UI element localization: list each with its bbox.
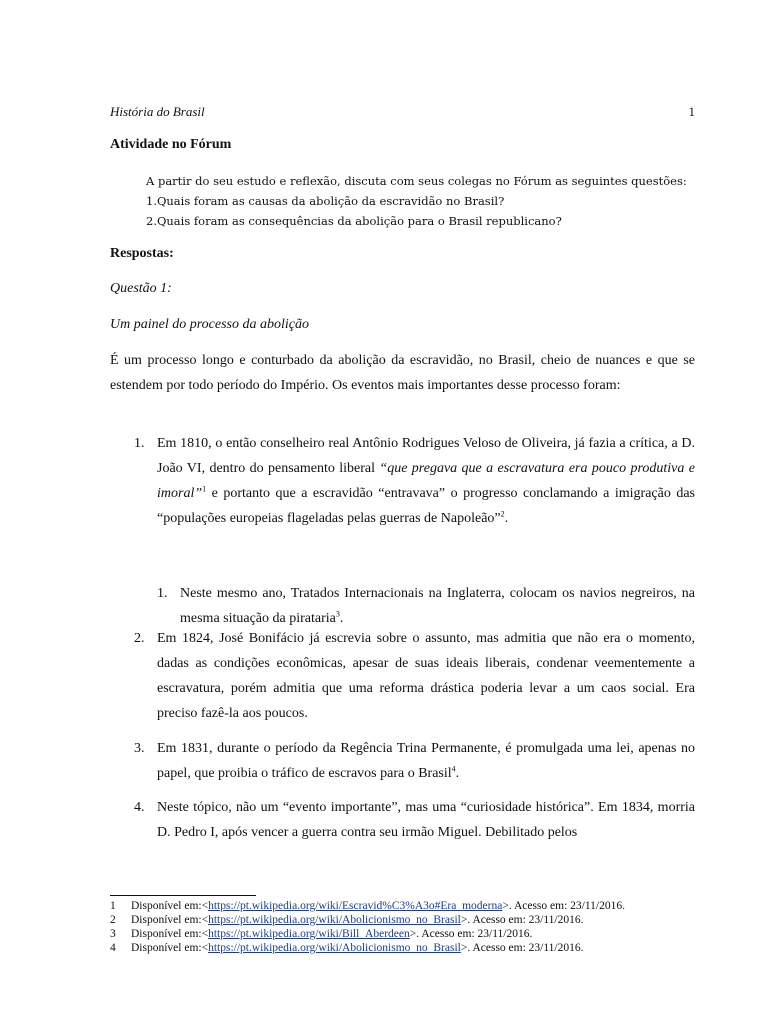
footnote-number: 3	[110, 928, 116, 940]
footnote-number: 1	[110, 900, 116, 912]
list-item-1	[110, 431, 695, 531]
footnote-ref-4[interactable]: 4	[451, 764, 456, 774]
footnote-ref-3[interactable]: 3	[335, 609, 340, 619]
intro-paragraph	[110, 348, 695, 398]
list-text: Em 1824, José Bonifácio já escrevia sobre o assunto, mas admitia que não era o momento, dadas as condições econômicas, apesar de suas ideais liberais, condenar veementemente a escravatura, porém admitia que uma reforma drástica poderia levar a um caos social. Era preciso fazê-la aos poucos.	[157, 631, 695, 721]
footnote	[110, 899, 710, 913]
footnotes	[110, 899, 710, 955]
footnote-number: 2	[110, 914, 116, 926]
footnote	[110, 927, 710, 941]
footnote-link[interactable]: https://pt.wikipedia.org/wiki/Abolicionismo_no_Brasil	[208, 942, 461, 954]
section-subtitle: Um painel do processo da abolição	[110, 317, 309, 332]
intro-block	[146, 171, 706, 231]
text-segment: e portanto que a escravidão “entravava” o progresso conclamando a imigração das “populações europeias flageladas pelas guerras de Napoleão”	[157, 486, 695, 526]
footnote-separator	[110, 895, 256, 896]
list-text	[180, 581, 695, 631]
text-segment: .	[339, 611, 344, 626]
intro-question-1: 1.Quais foram as causas da abolição da escravidão no Brasil?	[146, 194, 505, 208]
paragraph-text: É um processo longo e conturbado da abolição da escravidão, no Brasil, cheio de nuances e que se estendem por todo período do Império. Os eventos mais importantes desse processo foram:	[110, 353, 695, 393]
footnote-text: >. Acesso em: 23/11/2016.	[409, 928, 533, 940]
intro-question-2: 2.Quais foram as consequências da abolição para o Brasil republicano?	[146, 214, 562, 228]
footnote-number: 4	[110, 942, 116, 954]
page-number: 1	[688, 104, 695, 119]
list-item-3	[110, 736, 695, 786]
footnote-text: Disponível em:<	[131, 928, 209, 940]
list-item-4	[110, 795, 695, 845]
footnote-link[interactable]: https://pt.wikipedia.org/wiki/Bill_Aberdeen	[208, 928, 410, 940]
list-number: 4.	[134, 800, 145, 815]
header-title: História do Brasil	[110, 104, 205, 119]
list-number: 3.	[134, 741, 145, 756]
list-number: 1.	[157, 586, 168, 601]
footnote-link[interactable]: https://pt.wikipedia.org/wiki/Escravid%C3%A3o#Era_moderna	[208, 900, 503, 912]
list-text	[157, 431, 695, 531]
footnote-text: Disponível em:<	[131, 900, 209, 912]
text-segment: .	[504, 511, 509, 526]
question-heading: Questão 1:	[110, 281, 172, 296]
document-title: Atividade no Fórum	[110, 137, 232, 152]
quote-text: “que pregava que a escravatura era pouco produtiva e imoral”	[157, 461, 695, 501]
intro-line: A partir do seu estudo e reflexão, discuta com seus colegas no Fórum as seguintes questões:	[146, 174, 687, 188]
text-segment: Em 1831, durante o período da Regência Trina Permanente, é promulgada uma lei, apenas no papel, que proibia o tráfico de escravos para o Brasil	[157, 741, 695, 781]
text-segment: Em 1810, o então conselheiro real Antônio Rodrigues Veloso de Oliveira, já fazia a crítica, a D. João VI, dentro do pensamento liberal	[157, 436, 695, 476]
page-header	[110, 104, 695, 120]
footnote-link[interactable]: https://pt.wikipedia.org/wiki/Abolicionismo_no_Brasil	[208, 914, 461, 926]
list-text	[157, 736, 695, 786]
list-item-2	[110, 626, 695, 726]
list-number: 1.	[134, 436, 145, 451]
footnote-ref-1[interactable]: 1	[202, 484, 207, 494]
footnote-text: Disponível em:<	[131, 914, 209, 926]
footnote	[110, 941, 710, 955]
text-segment: .	[455, 766, 460, 781]
footnote-text: >. Acesso em: 23/11/2016.	[460, 942, 584, 954]
respostas-heading: Respostas:	[110, 246, 174, 261]
footnote-text: >. Acesso em: 23/11/2016.	[460, 914, 584, 926]
footnote	[110, 913, 710, 927]
footnote-ref-2[interactable]: 2	[500, 509, 505, 519]
footnote-text: Disponível em:<	[131, 942, 209, 954]
footnote-text: >. Acesso em: 23/11/2016.	[502, 900, 625, 912]
text-segment: Neste mesmo ano, Tratados Internacionais na Inglaterra, colocam os navios negreiros, na mesma situação da pirataria	[180, 586, 695, 626]
list-text: Neste tópico, não um “evento importante”, mas uma “curiosidade histórica”. Em 1834, morria D. Pedro I, após vencer a guerra contra seu irmão Miguel. Debilitado pelos	[157, 800, 695, 840]
list-number: 2.	[134, 631, 145, 646]
